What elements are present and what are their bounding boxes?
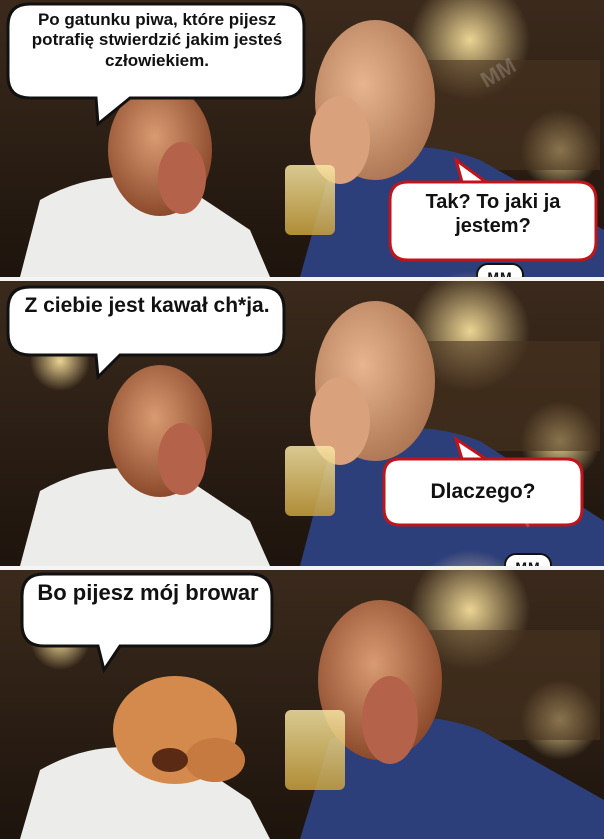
panel-3	[0, 570, 604, 839]
beer-glass	[285, 165, 335, 235]
speech-text-3: Bo pijesz mój browar	[37, 580, 259, 605]
watermark: MM	[515, 492, 561, 533]
watermark: MM	[475, 52, 521, 93]
reply-text-1: Tak? To jaki ja jestem?	[425, 191, 561, 237]
panel-1	[0, 0, 604, 277]
speech-text-1: Po gatunku piwa, które pijesz potrafię stwierdzić jakim jesteś człowiekiem.	[31, 10, 283, 70]
panel-2	[0, 281, 604, 566]
reply-text-2: Dlaczego?	[430, 480, 536, 503]
bar-scene-3	[0, 570, 604, 839]
speech-text-2: Z ciebie jest kawał ch*ja.	[24, 294, 270, 317]
bar-scene-2	[0, 281, 604, 566]
